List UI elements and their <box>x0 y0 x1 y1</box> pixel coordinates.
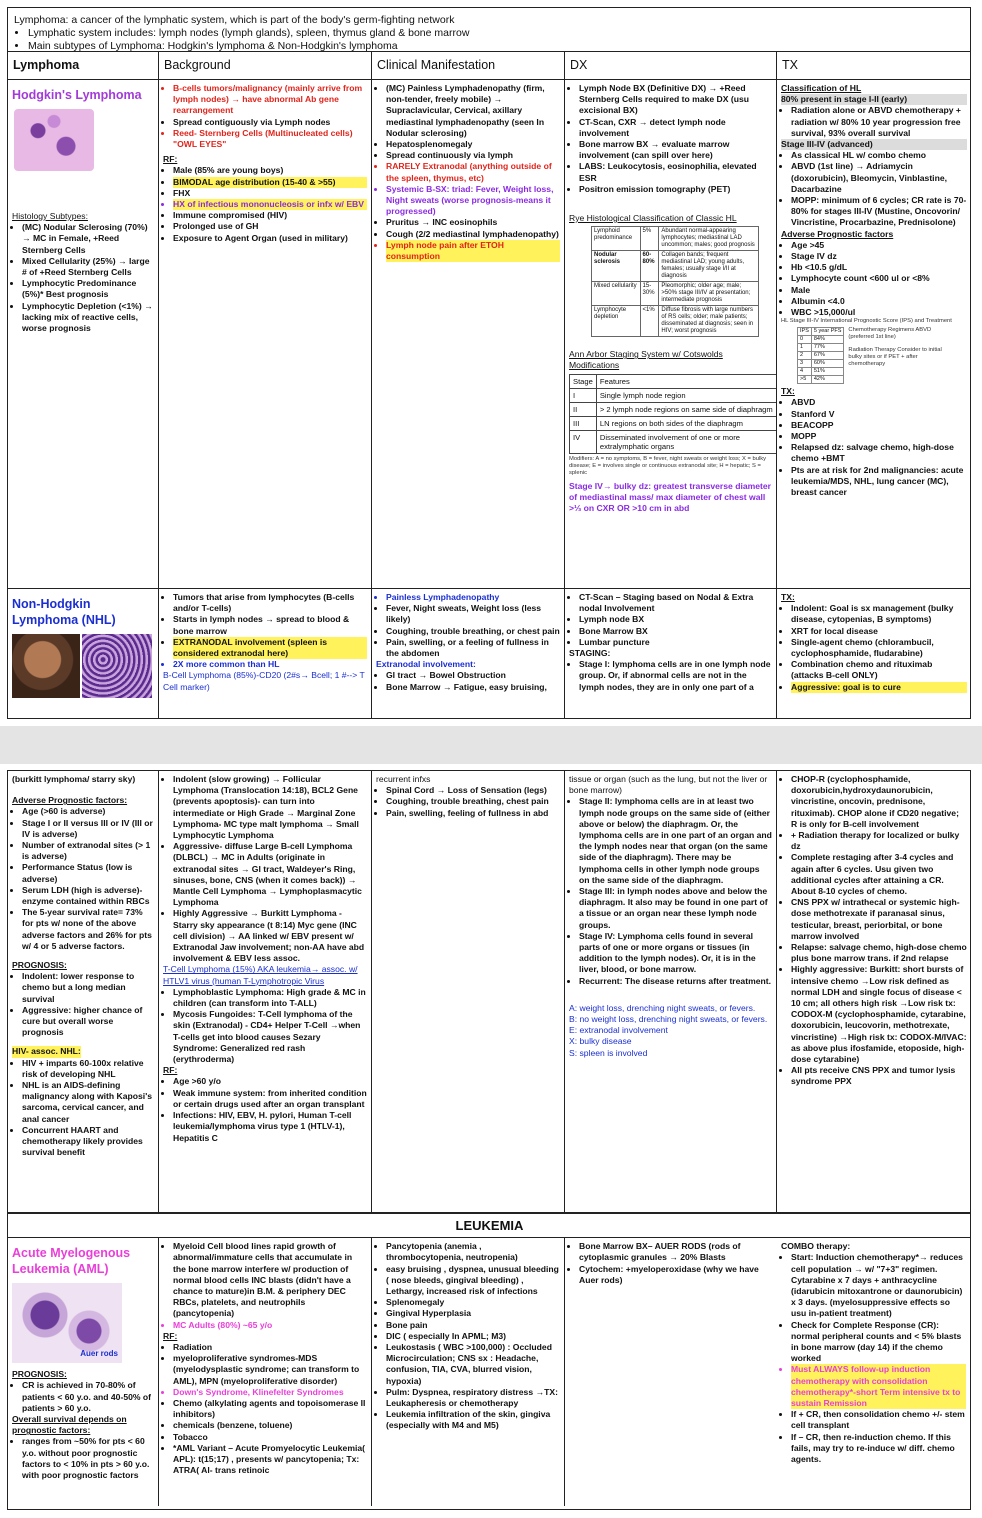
apf-item: • Lymphocyte count <600 ul or <8% <box>791 273 967 284</box>
nhl-image <box>12 634 152 698</box>
prognosis-item: • Indolent: lower response to chemo but a long median survival <box>22 971 154 1005</box>
hiv-title: HIV- assoc. NHL: <box>12 1046 81 1057</box>
bg-item: • Myeloid Cell blood lines rapid growth of abnormal/immature cells that accumulate in the bone marrow interfere w/ production of normal blood cells INC blasts (didn't have a chance to mature)in B.M. & periphery DEC RBCs, platelets, and neutrophils (pancytopenia) <box>173 1241 367 1319</box>
hiv-item: • NHL is an AIDS-defining malignancy along with Kaposi's sarcoma, cervical cancer, and anal cancer <box>22 1080 154 1125</box>
apf-item: • Age (>60 is adverse) <box>22 806 154 817</box>
bg-item: • Indolent (slow growing) → Follicular Lymphoma (Translocation 14:18), BCL2 Gene (prevents apoptosis)- can turn into intermediate or High Grade → Marginal Zone Lymphoma- MC type malt lymphoma → Small Lymphocytic Lymphoma <box>173 774 367 841</box>
rf-item: • Down's Syndrome, Klinefelter Syndromes <box>173 1387 367 1398</box>
apf-item: • Performance Status (low is adverse) <box>22 862 154 884</box>
dx-item: • Positron emission tomography (PET) <box>579 184 772 195</box>
aml-dx-cell <box>565 1238 777 1506</box>
subtype-item: • Lymphocytic Depletion (<1%) → lacking mix of reactive cells, worse prognosis <box>22 301 154 335</box>
apf-item: • Stage IV dz <box>791 251 967 262</box>
rf-label: RF: <box>163 1330 178 1341</box>
cm-item: • Gingival Hyperplasia <box>386 1308 560 1319</box>
ips-cell: IPS <box>798 328 812 336</box>
staging-label: STAGING: <box>569 648 611 659</box>
subtype-item: • Lymphocytic Predominance (5%)* Best prognosis <box>22 278 154 300</box>
hodgkin-tx-cell <box>777 80 971 589</box>
abcd-item: E: extranodal involvement <box>569 1025 668 1036</box>
dx-item: • CT-Scan, CXR → detect lymph node involvement <box>579 117 772 139</box>
header-background: Background <box>159 52 372 80</box>
aml-title: Acute Myelogenous Leukemia (AML) <box>12 1246 131 1277</box>
rf-item: • Immune compromised (HIV) <box>173 210 367 221</box>
cm-item: • RARELY Extranodal (anything outside of the spleen, thymus, etc) <box>386 161 560 183</box>
tcell-item: • Lymphoblastic Lymphoma: High grade & MC in children (can transform into T-ALL) <box>173 987 367 1009</box>
bg-item: • B-cells tumors/malignancy (mainly arrive from lymph nodes) → have abnormal Ab gene rearrangement <box>173 83 367 117</box>
cm-item: • (MC) Painless Lymphadenopathy (firm, non-tender, freely mobile) → Supraclavicular, Cervical, axillary mediastinal lymphadenopathy (seen In Nodular sclerosing) <box>386 83 560 139</box>
cm-top: recurrent infxs <box>376 774 431 784</box>
apf-item: • Stage I or II versus III or IV (III or IV is adverse) <box>22 818 154 840</box>
rye-cell: Mixed cellularity <box>592 282 641 306</box>
nhl-col1-cont <box>8 771 159 1213</box>
cm-item: • Systemic B-SX: triad: Fever, Weight loss, Night sweats (worse prognosis-means it progressed) <box>386 184 560 218</box>
nhl-dx-cont <box>565 771 777 1213</box>
tx-item: • Must ALWAYS follow-up induction chemotherapy with consolidation chemotherapy*-short Term intensive tx to sustain Remission <box>791 1364 966 1409</box>
apf-item: • Serum LDH (high is adverse)- enzyme contained within RBCs <box>22 885 154 907</box>
rf-item: • BIMODAL age distribution (15-40 & >55) <box>173 177 367 188</box>
hodgkin-dx-cell <box>565 80 777 589</box>
bcell-note: B-Cell Lymphoma (85%)-CD20 (2#s→ Bcell; 1 #--> T Cell marker) <box>163 670 365 692</box>
hodgkin-clinical-cell <box>372 80 565 589</box>
abcd-item: A: weight loss, drenching night sweats, or fevers. <box>569 1002 756 1013</box>
tx-item: • Check for Complete Response (CR): normal peripheral counts and < 5% blasts in bone marrow (day 14) if the chemo worked <box>791 1320 966 1365</box>
nhl-name-cell <box>8 589 159 718</box>
rf-label: RF: <box>163 154 178 165</box>
aml-cm-cell <box>372 1238 565 1506</box>
intro-line-2: • Lymphatic system includes: lymph nodes (lymph glands), spleen, thymus gland & bone marrow <box>28 27 964 40</box>
ips-caption: HL Stage III-IV International Prognostic Score (IPS) and Treatment <box>781 318 952 325</box>
dx-item: • CT-Scan – Staging based on Nodal & Extra nodal Involvement <box>579 592 772 614</box>
dx-item: • Lymph Node BX (Definitive DX) → +Reed Sternberg Cells required to make DX (usu excisional BX) <box>579 83 772 117</box>
dx-item: • Lumbar puncture <box>579 637 772 648</box>
page-gap <box>0 726 982 764</box>
apf-item: • WBC >15,000/ul <box>791 307 967 318</box>
tcell-note: T-Cell Lymphoma (15%) AKA leukemia→ assoc. w/ HTLV1 virus (human T-Lymphotropic Virus <box>163 964 358 986</box>
nhl-dx-cell <box>565 589 777 718</box>
leukemia-banner: LEUKEMIA <box>8 1213 971 1238</box>
ips-radiation: Radiation Therapy Consider to initial bulky sites or if PET + after chemotherapy <box>848 347 942 368</box>
apf-title: Adverse Prognostic factors <box>781 228 894 239</box>
rf-item: • *AML Variant – Acute Promyelocytic Leukemia( APL): t(15;17) , presents w/ pancytopenia; Tx: ATRA( Al- trans retinoic <box>173 1443 367 1477</box>
nhl-continued-table <box>8 771 970 1506</box>
bg-item: • Tumors that arise from lymphocytes (B-cells and/or T-cells) <box>173 592 367 614</box>
rye-cell: Diffuse fibrosis with large numbers of RS cells; older; male patients; disseminated at diagnosis; seen in HIV; worst prognosis <box>659 306 759 337</box>
rf-label: RF: <box>163 1065 178 1076</box>
rye-cell: Pleomorphic; older age; male; >50% stage III/IV at presentation; intermediate prognosis <box>659 282 759 306</box>
rye-cell: 15-30% <box>640 282 659 306</box>
rf-item: • Prolonged use of GH <box>173 221 367 232</box>
extranodal-label: Extranodal involvement: <box>376 659 476 670</box>
cm-item: • Leukostasis ( WBC >100,000) : Occluded Microcirculation; CNS sx : Headache, confusion, TIA, CVA, blurred vision, hypoxia) <box>386 1342 560 1387</box>
tx-item: • Start: Induction chemotherapy*→ reduces cell population → w/ "7+3" regimen. Cytarabine x 7 days + anthracycline (idarubicin mitoxantrone or daunorubicin) x 3 days. (myelosuppressive effects so usu in-patient treatment) <box>791 1252 966 1319</box>
ips-table <box>797 327 844 384</box>
tx-list-item: • MOPP <box>791 431 967 442</box>
ips-cell: 0 <box>798 336 812 344</box>
tx-advanced: Stage III-IV (advanced) <box>781 139 967 150</box>
cm-item: • Painless Lymphadenopathy <box>386 592 560 603</box>
rf-item: • FHX <box>173 188 367 199</box>
tx-item: • All pts receive CNS PPX and tumor lysis syndrome PPX <box>791 1065 967 1087</box>
stage-cell: II <box>570 402 597 416</box>
cm-item: • Spinal Cord → Loss of Sensation (legs) <box>386 785 560 796</box>
hodgkin-title: Hodgkin's Lymphoma <box>12 88 142 102</box>
tcell-item: • Mycosis Fungoides: T-Cell lymphoma of the skin (Extranodal) - CD4+ Helper T-Cell →when T-cells get into blood causes Sezary Syndrome: Generalized red rash (erythroderma) <box>173 1009 367 1065</box>
stage-head: Stage <box>570 374 597 388</box>
ann-arbor-title: Ann Arbor Staging System w/ Cotswolds Modifications <box>569 349 723 371</box>
stage-cell: Single lymph node region <box>596 388 777 402</box>
ips-cell: 3 <box>798 360 812 368</box>
tx-item: • Single-agent chemo (chlorambucil, cyclophosphamide, fludarabine) <box>791 637 967 659</box>
cm-item: • Pulm: Dyspnea, respiratory distress →TX: Leukapheresis or chemotherapy <box>386 1387 560 1409</box>
stage-cell: LN regions on both sides of the diaphragm <box>596 416 777 430</box>
rf-item: • Age >60 y/o <box>173 1076 367 1087</box>
cm-item: • Pruritus → INC eosinophils <box>386 217 560 228</box>
tx-item: • Indolent: Goal is sx management (bulky disease, cytopenias, B symptoms) <box>791 603 967 625</box>
intro-line-1: Lymphoma: a cancer of the lymphatic system, which is part of the body's germ-fighting network <box>14 14 455 26</box>
tx-item: • Complete restaging after 3-4 cycles and again after 6 cycles. Usu given two additional cycles after attaining a CR. About 8-10 cycles of chemo. <box>791 852 967 897</box>
page-1 <box>7 7 971 719</box>
abcd-item: S: spleen is involved <box>569 1047 648 1058</box>
reed-sternberg-image <box>14 109 94 171</box>
dx-item: • Stage II: lymphoma cells are in at least two lymph node groups on the same side of (either above or below) the diaphragm. Or, the lymphoma cells are in one part of an organ and the lymph nodes near that organ (on the same side of the diaphragm). There may be lymphoma cells in other lymph node groups on the same side of the diaphragm. <box>579 796 772 886</box>
stage-head: Features <box>596 374 777 388</box>
ips-cell: 67% <box>811 352 844 360</box>
subtype-item: • (MC) Nodular Sclerosing (70%) → MC in Female, +Reed Sternberg Cells <box>22 222 154 256</box>
bg-item: • 2X more common than HL <box>173 659 367 670</box>
dx-item: • LABS: Leukocytosis, eosinophilia, elevated ESR <box>579 161 772 183</box>
tx-list-item: • Relapsed dz: salvage chemo, high-dose chemo +BMT <box>791 442 967 464</box>
ips-cell: 4 <box>798 368 812 376</box>
ips-block <box>797 327 967 384</box>
rye-title: Rye Histological Classification of Classic HL <box>569 213 737 224</box>
cm-item: • Spread continuously via lymph <box>386 150 560 161</box>
stage-cell: > 2 lymph node regions on same side of diaphragm <box>596 402 777 416</box>
ips-cell: 2 <box>798 352 812 360</box>
staging-item: • Stage I: lymphoma cells are in one lymph node group. Or, if abnormal cells are not in the lymph nodes, they are in only one part of a <box>579 659 772 693</box>
ips-cell: 84% <box>811 336 844 344</box>
nhl-clinical-cell <box>372 589 565 718</box>
tx-item: • Radiation alone or ABVD chemotherapy + radiation w/ 80% 10 year progression free survival, 93% overall survival <box>791 105 967 139</box>
tx-item: • If + CR, then consolidation chemo +/- stem cell transplant <box>791 1409 966 1431</box>
prognosis-title: PROGNOSIS: <box>12 1369 67 1380</box>
tx-title: COMBO therapy: <box>781 1241 851 1252</box>
cm-item: • Pain, swelling, feeling of fullness in abd <box>386 808 560 819</box>
extranodal-item: • GI tract → Bowel Obstruction <box>386 670 560 681</box>
bg-item: • EXTRANODAL involvement (spleen is considered extranodal here) <box>173 637 367 659</box>
cm-item: • Hepatosplenomegaly <box>386 139 560 150</box>
apf-item: • The 5-year survival rate= 73% for pts w/ none of the above adverse factors and 26% for pts w/ 4 or 5 adverse factors. <box>22 907 154 952</box>
header-tx: TX <box>777 52 971 80</box>
cm-item: • Coughing, trouble breathing, chest pain <box>386 796 560 807</box>
ips-cell: 5 year PFS <box>811 328 844 336</box>
tx-class-title: Classification of HL <box>781 83 862 93</box>
rf-item: • Exposure to Agent Organ (used in military) <box>173 233 367 244</box>
rye-cell: Lymphoid predominance <box>592 227 641 251</box>
tx-item: • As classical HL w/ combo chemo <box>791 150 967 161</box>
tx-list-item: • Pts are at risk for 2nd malignancies: acute leukemia/MDS, NHL, lung cancer (MC), breast cancer <box>791 465 967 499</box>
dx-item: • Bone marrow BX → evaluate marrow involvement (can spill over here) <box>579 139 772 161</box>
apf-item: • Hb <10.5 g/dL <box>791 262 967 273</box>
stage-cell: I <box>570 388 597 402</box>
burkitt-note: (burkitt lymphoma/ starry sky) <box>12 774 136 784</box>
prognosis-title: PROGNOSIS: <box>12 960 67 971</box>
apf-item: • Number of extranodal sites (> 1 is adverse) <box>22 840 154 862</box>
apf-item: • Age >45 <box>791 240 967 251</box>
prognosis-item: • CR is achieved in 70-80% of patients < 60 y.o. and 40-50% of patients > 60 y.o. <box>22 1380 154 1414</box>
cm-item: • Leukemia infiltration of the skin, gingiva (especially with M4 and M5) <box>386 1409 560 1431</box>
stage-cell: IV <box>570 430 597 453</box>
rf-item: • Radiation <box>173 1342 367 1353</box>
hodgkin-background-cell <box>159 80 372 589</box>
subtypes-title: Histology Subtypes: <box>12 211 88 221</box>
ips-cell: >5 <box>798 376 812 384</box>
tx-item: • Aggressive: goal is to cure <box>791 682 967 693</box>
bg-item: • Reed- Sternberg Cells (Multinucleated cells) "OWL EYES" <box>173 128 367 150</box>
aml-tx-cell <box>777 1238 971 1506</box>
cm-item: • Pain, swelling, or a feeling of fullness in the abdomen <box>386 637 560 659</box>
bg-item: • Starts in lymph nodes → spread to blood & bone marrow <box>173 614 367 636</box>
bulky-note: Stage IV→ bulky dz: greatest transverse diameter of mediastinal mass/ max diameter of chest wall >⅓ on CXR OR >10 cm in abd <box>569 480 772 514</box>
bg-item: • Highly Aggressive → Burkitt Lymphoma - Starry sky appearance (t 8:14) Myc gene (INC cell division) → AA linked w/ EBV present w/ Extranodal Jaw involvement; non-AA have abd involvement & EBV less assoc. <box>173 908 367 964</box>
cm-item: • easy bruising , dyspnea, unusual bleeding ( nose bleeds, gingival bleeding) , Lethargy, increased risk of infections <box>386 1264 560 1298</box>
ips-cell: 1 <box>798 344 812 352</box>
rye-cell: Abundant normal-appearing lymphocytes; mediastinal LAD uncommon; males; good prognosis <box>659 227 759 251</box>
tx-item: • Highly aggressive: Burkitt: short bursts of intensive chemo →Low risk defined as normal LDH and single focus of disease < 10 cm; all others high risk →Low risk tx: CODOX-M (cyclophosphamide, cytarabine, doxorubicin, leucovorin, methotrexate, vincristine) →High risk tx: CODOX-M/IVAC: as above plus ifosfamide, etoposide, high-dose cytarabine) <box>791 964 967 1065</box>
lymphoma-table <box>8 52 970 718</box>
tx-item: • ABVD (1st line) → Adriamycin (doxorubicin), Bleomycin, Vinblastine, Dacarbazine <box>791 161 967 195</box>
apf-title: Adverse Prognostic factors: <box>12 795 128 806</box>
rye-cell: 60-80% <box>640 251 659 282</box>
cm-item: • Pancytopenia (anemia , thrombocytopenia, neutropenia) <box>386 1241 560 1263</box>
auer-rods-image <box>12 1283 122 1363</box>
tx-item: • Relapse: salvage chemo, high-dose chemo plus bone marrow trans. if 2nd relapse <box>791 942 967 964</box>
ips-cell: 51% <box>811 368 844 376</box>
cm-item: • Splenomegaly <box>386 1297 560 1308</box>
stage-cell: III <box>570 416 597 430</box>
rf-item: • chemicals (benzene, toluene) <box>173 1420 367 1431</box>
nhl-tx-cell <box>777 589 971 718</box>
modifiers-note: Modifiers: A = no symptoms, B = fever, night sweats or weight loss; X = bulky disease; E = involves single or continuous extranodal site; H = hepatic; S = splenic <box>569 455 767 476</box>
intro-box <box>8 8 970 52</box>
nhl-title: Non-Hodgkin Lymphoma (NHL) <box>12 597 116 627</box>
rye-cell: <1% <box>640 306 659 337</box>
prognosis-item: • Aggressive: higher chance of cure but overall worse prognosis <box>22 1005 154 1039</box>
rye-table <box>591 226 759 337</box>
cm-item: • Lymph node pain after ETOH consumption <box>386 240 560 262</box>
tx-list-item: • BEACOPP <box>791 420 967 431</box>
overall-survival: Overall survival depends on prognostic factors: <box>12 1414 127 1436</box>
apf-item: • Male <box>791 285 967 296</box>
dx-item: • Stage IV: Lymphoma cells found in several parts of one or more organs or tissues (in addition to the lymph nodes). Or, it is in the liver, blood, or bone marrow. <box>579 931 772 976</box>
aml-bg-cell <box>159 1238 372 1506</box>
nhl-background-cell <box>159 589 372 718</box>
ips-cell: 77% <box>811 344 844 352</box>
abcd-item: X: bulky disease <box>569 1036 632 1047</box>
rf-item: • Chemo (alkylating agents and topoisomerase II inhibitors) <box>173 1398 367 1420</box>
subtype-item: • Mixed Cellularity (25%) → large # of +Reed Sternberg Cells <box>22 256 154 278</box>
dx-item: • Bone Marrow BX <box>579 626 772 637</box>
tx-item: • + Radiation therapy for localized or bulky dz <box>791 830 967 852</box>
page-2 <box>7 770 971 1510</box>
abcd-item: B: no weight loss, drenching night sweats, or fevers. <box>569 1014 768 1025</box>
tx-item: • CNS PPX w/ intrathecal or systemic high-dose methotrexate if paranasal sinus, testicular, breast, periorbital, or bone marrow involved <box>791 897 967 942</box>
bg-item: • MC Adults (80%) ~65 y/o <box>173 1320 367 1331</box>
ips-chemo: Chemotherapy Regimens ABVD (preferred 1st line) <box>848 327 932 341</box>
tx-label: TX: <box>781 386 795 397</box>
intro-line-3: • Main subtypes of Lymphoma: Hodgkin's lymphoma & Non-Hodgkin's lymphoma <box>28 40 964 53</box>
rf-item: • Tobacco <box>173 1432 367 1443</box>
dx-item: • Recurrent: The disease returns after treatment. <box>579 976 772 987</box>
ips-cell: 42% <box>811 376 844 384</box>
stage-cell: Disseminated involvement of one or more extralymphatic organs <box>596 430 777 453</box>
tx-list-item: • Stanford V <box>791 409 967 420</box>
cm-item: • Fever, Night sweats, Weight loss (less likely) <box>386 603 560 625</box>
overall-item: • ranges from ~50% for pts < 60 y.o. without poor prognostic factors to < 10% in pts > 60 y.o. with poor prognostic factors <box>22 1436 154 1481</box>
tx-early: 80% present in stage I-II (early) <box>781 94 967 105</box>
nhl-bg-cont <box>159 771 372 1213</box>
tx-item: • Combination chemo and rituximab (attacks B-cell ONLY) <box>791 659 967 681</box>
header-dx: DX <box>565 52 777 80</box>
cm-item: • Coughing, trouble breathing, or chest pain <box>386 626 560 637</box>
header-clinical: Clinical Manifestation <box>372 52 565 80</box>
cm-item: • Cough (2/2 mediastinal lymphadenopathy) <box>386 229 560 240</box>
header-lymphoma: Lymphoma <box>8 52 159 80</box>
dx-item: • Stage III: in lymph nodes above and below the diaphragm. It also may be found in one part of a tissue or an organ near these lymph node groups. <box>579 886 772 931</box>
cm-item: • DIC ( especially In APML; M3) <box>386 1331 560 1342</box>
rye-cell: Lymphocyte depletion <box>592 306 641 337</box>
dx-item: • Lymph node BX <box>579 614 772 625</box>
nhl-tx-cont <box>777 771 971 1213</box>
bg-item: • Spread contiguously via Lymph nodes <box>173 117 367 128</box>
dx-item: • Cytochem: +myeloperoxidase (why we have Auer rods) <box>579 1264 773 1286</box>
tx-item: • XRT for local disease <box>791 626 967 637</box>
rf-item: • Male (85% are young boys) <box>173 165 367 176</box>
auer-rods-label: Auer rods <box>80 1349 118 1358</box>
hodgkin-name-cell <box>8 80 159 589</box>
rye-cell: Nodular sclerosis <box>592 251 641 282</box>
cm-item: • Bone pain <box>386 1320 560 1331</box>
hiv-item: • HIV + imparts 60-100x relative risk of developing NHL <box>22 1058 154 1080</box>
nhl-cm-cont <box>372 771 565 1213</box>
ann-arbor-table <box>569 374 777 454</box>
tx-list-item: • ABVD <box>791 397 967 408</box>
tx-item: • MOPP: minimum of 6 cycles; CR rate is 70-80% for stages III-IV (Mustine, Oncovorin/ Vincristine, Procarbazine, Prednisolone) <box>791 195 967 229</box>
rye-cell: 5% <box>640 227 659 251</box>
dx-top: tissue or organ (such as the lung, but not the liver or bone marrow) <box>569 774 768 796</box>
aml-name-cell <box>8 1238 159 1506</box>
dx-item: • Bone Marrow BX– AUER RODS (rods of cytoplasmic granules → 20% Blasts <box>579 1241 773 1263</box>
rf-item: • Infections: HIV, EBV, H. pylori, Human T-cell leukemia/lymphoma virus type 1 (HTLV-1), Hepatitis C <box>173 1110 367 1144</box>
tx-item: • If – CR, then re-induction chemo. If this fails, may try to re-induce w/ diff. chemo agents. <box>791 1432 966 1466</box>
apf-item: • Albumin <4.0 <box>791 296 967 307</box>
bg-item: • Aggressive- diffuse Large B-cell Lymphoma (DLBCL) → MC in Adults (originate in extranodal sites → GI tract, Waldeyer's Ring, sinuses, bone, CNS (when it comes back)) → Mantle Cell Lymphoma → Lymphoplasmacytic Lymphoma <box>173 841 367 908</box>
hiv-item: • Concurrent HAART and chemotherapy likely provides survival benefit <box>22 1125 154 1159</box>
tx-item: • CHOP-R (cyclophosphamide, doxorubicin,hydroxydaunorubicin, vincristine, oncovin, prednisone, rituximab). CHOP alone if CD20 negative; R is only for B-cell involvement <box>791 774 967 830</box>
rf-item: • myeloproliferative syndromes-MDS (myelodysplastic syndrome; can transform to AML), MPN (myeloproliferative disorder) <box>173 1353 367 1387</box>
rf-item: • HX of infectious mononucleosis or infx w/ EBV <box>173 199 367 210</box>
extranodal-item: • Bone Marrow → Fatigue, easy bruising, <box>386 682 560 693</box>
tx-label: TX: <box>781 592 795 602</box>
rye-cell: Collagen bands; frequent mediastinal LAD; young adults, females; usually stage I/II at diagnosis <box>659 251 759 282</box>
rf-item: • Weak immune system: from inherited condition or certain drugs used after an organ transplant <box>173 1088 367 1110</box>
ips-cell: 60% <box>811 360 844 368</box>
